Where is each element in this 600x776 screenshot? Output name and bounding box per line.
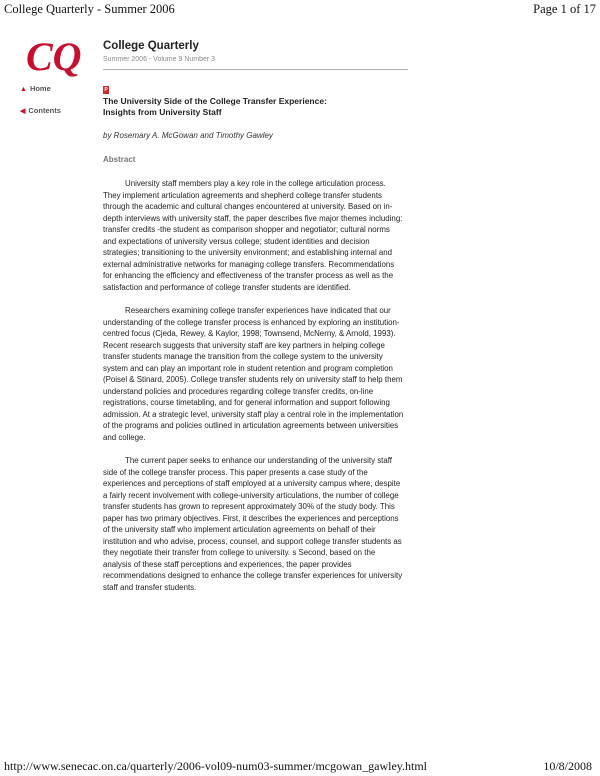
print-header-page: Page 1 of 17 (533, 2, 596, 16)
body-paragraph-1: Researchers examining college transfer experiences have indicated that our understanding of the college transfer process is enhanced by exploring an institution-centred focus (Cjeda, Rewey, & Kaylor, 1998; Townsend, McNerny, & Arnold, 1993). Recent research suggests that university staff are key partners in helping college transfer students manage the transition from the college system to the university system and can play an important role in student retention and program completion (Poisel & Stinard, 2005). College transfer students rely on university staff to help them understand policies and procedures regarding college transfer credits, on-line registrations, course timetabling, and for general information and support following admission. At a strategic level, university staff play a central role in the implementation of the programs and policies outlined in articulation agreements between universities and college. (103, 306, 404, 442)
article-title-line1: The University Side of the College Transfer Experience: (103, 96, 327, 106)
body-paragraph-2: The current paper seeks to enhance our understanding of the university staff side of the college transfer process. This paper presents a case study of the experiences and perceptions of staff employed at a university campus where, despite a fairly recent involvement with college-university articulations, the number of college transfer students has grown to represent approximately 30% of the study body. This paper has two primary objectives. First, it describes the experiences and perceptions of the university staff who implement articulation agreements on behalf of their institution and who advise, process, counsel, and support college transfer students as they negotiate their transfer from college to university. s Second, based on the analysis of these staff perceptions and experiences, the paper provides recommendations designed to enhance the college transfer experiences for university staff and transfer students. (103, 456, 403, 592)
print-footer (0, 757, 600, 775)
abstract-heading: Abstract (103, 155, 136, 164)
journal-title: College Quarterly (103, 40, 199, 52)
article-authors: by Rosemary A. McGowan and Timothy Gawley (103, 131, 273, 140)
logo-lettering: CQ (26, 34, 82, 79)
print-footer-date: 10/8/2008 (543, 759, 592, 773)
triangle-up-icon: ▲ (20, 86, 27, 93)
nav-home-label: Home (29, 84, 51, 93)
print-header-title: College Quarterly - Summer 2006 (4, 2, 175, 16)
nav-home-link[interactable] (20, 84, 51, 93)
abstract-paragraph: University staff members play a key role in the college articulation process. They implement articulation agreements and shepherd college transfer students through the academic and cultural changes encountered at university. Based on in-depth interviews with university staff, the paper describes five major themes including: transfer credits -the student as comparison shopper and negotiator; cultural norms and expectations of university versus college; student identities and decision strategies; transitioning to the university environment; and establishing internal and external administrative networks for managing college transfers. Recommendations for enhancing the efficiency and effectiveness of the transfer process as well as the satisfaction and performance of college transfer students are identified. (103, 179, 403, 292)
pdf-icon[interactable]: P (104, 87, 108, 93)
masthead (103, 40, 408, 70)
issue-info: Summer 2006 - Volume 9 Number 3 (103, 56, 216, 63)
nav-contents-link[interactable] (20, 106, 61, 115)
article-title (103, 96, 405, 118)
cq-logo-icon (26, 34, 82, 79)
article-content (103, 96, 405, 593)
print-footer-url: http://www.senecac.on.ca/quarterly/2006-vol09-num03-summer/mcgowan_gawley.html (4, 759, 427, 773)
triangle-left-icon: ◀ (20, 108, 26, 115)
nav-contents-label: Contents (28, 106, 61, 115)
article-title-line2: Insights from University Staff (103, 107, 222, 117)
college-quarterly-logo[interactable] (26, 34, 82, 79)
print-header (0, 0, 600, 20)
masthead-divider (103, 69, 408, 70)
